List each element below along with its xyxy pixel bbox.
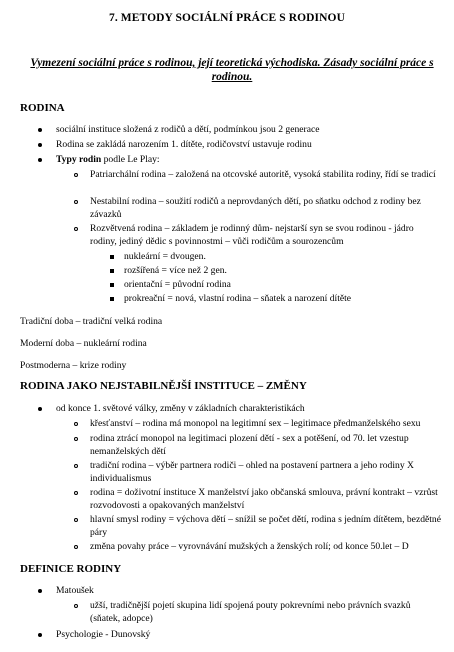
sub-list-item: změna povahy práce – vyrovnávání mužských a ženských rolí; od konce 50.let – D — [90, 541, 409, 552]
bullet-circle — [74, 459, 78, 472]
bullet-square — [110, 250, 114, 263]
bullet-dot — [38, 628, 42, 641]
bullet-dot — [38, 584, 42, 597]
sub-sub-list-item: orientační = původní rodina — [124, 279, 231, 290]
bullet-circle — [74, 486, 78, 499]
sub-list-item: rodina = doživotní instituce X manželství jako občanská smlouva, právní kontrakt – vzrůst rozvodovosti a opakovaných manželství — [90, 487, 438, 511]
types-label: Typy rodin — [56, 154, 102, 165]
page-subtitle: Vymezení sociální práce s rodinou, její teoretická východiska. Zásady sociální práce s rodinou. — [30, 57, 434, 83]
sub-list-item: Patriarchální rodina – založená na otcovské autoritě, vysoká stabilita rodiny, řídí se tradicí — [90, 169, 436, 180]
types-rest: podle Le Play: — [101, 154, 160, 165]
paragraph: Moderní doba – nukleární rodina — [20, 338, 147, 349]
sub-list-item: užší, tradičnější pojetí skupina lidí spojená pouty pokrevními nebo právních svazků (sňatek, adopce) — [90, 600, 411, 624]
sub-sub-list-item: rozšířená = více než 2 gen. — [124, 265, 227, 276]
bullet-circle — [74, 222, 78, 235]
list-item: Matoušek — [56, 585, 94, 596]
sub-list-item: Nestabilní rodina – soužití rodičů a neprovdaných dětí, po sňatku odchod z rodiny bez závazků — [90, 196, 421, 220]
list-item: od konce 1. světové války, změny v základních charakteristikách — [56, 403, 305, 414]
sub-list-item: křesťanství – rodina má monopol na legitimní sex – legitimace předmanželského sexu — [90, 418, 421, 429]
bullet-circle — [74, 513, 78, 526]
bullet-circle — [74, 168, 78, 181]
bullet-dot — [38, 402, 42, 415]
list-item: Psychologie - Dunovský — [56, 629, 151, 640]
sub-list-item: tradiční rodina – výběr partnera rodiči – ohled na postavení partnera a jeho rodiny X individualismus — [90, 460, 414, 484]
sub-sub-list-item: prokreační = nová, vlastní rodina – sňatek a narození dítěte — [124, 293, 352, 304]
bullet-square — [110, 278, 114, 291]
bullet-dot — [38, 123, 42, 136]
bullet-circle — [74, 432, 78, 445]
bullet-dot — [38, 153, 42, 166]
section-heading-changes: RODINA JAKO NEJSTABILNĚJŠÍ INSTITUCE – ZMĚNY — [20, 380, 307, 392]
bullet-circle — [74, 195, 78, 208]
paragraph: Postmoderna – krize rodiny — [20, 360, 127, 371]
bullet-circle — [74, 599, 78, 612]
sub-list-item: Rozvětvená rodina – základem je rodinný dům- nejstarší syn se svou rodinou - jádro rodiny, jediný dědic s povinnostmi – vůči rodičům a sourozencům — [90, 223, 414, 247]
section-heading-definition: DEFINICE RODINY — [20, 563, 122, 575]
bullet-circle — [74, 540, 78, 553]
list-item: Rodina se zakládá narozením 1. dítěte, rodičovství ustavuje rodinu — [56, 139, 312, 150]
bullet-circle — [74, 417, 78, 430]
list-item-types — [56, 153, 160, 166]
section-heading-rodina: RODINA — [20, 102, 65, 114]
sub-list-item: rodina ztrácí monopol na legitimaci plození dětí - sex a potěšení, od 70. let vzestup nemanželských dětí — [90, 433, 409, 457]
bullet-square — [110, 292, 114, 305]
list-item: sociální instituce složená z rodičů a dětí, podmínkou jsou 2 generace — [56, 124, 320, 135]
sub-list-item: hlavní smysl rodiny = výchova dětí – snížil se počet dětí, rodina s jedním dítětem, bezdětné páry — [90, 514, 441, 538]
sub-sub-list-item: nukleární = dvougen. — [124, 251, 206, 262]
bullet-dot — [38, 138, 42, 151]
paragraph: Tradiční doba – tradiční velká rodina — [20, 316, 163, 327]
bullet-square — [110, 264, 114, 277]
page-title: 7. METODY SOCIÁLNÍ PRÁCE S RODINOU — [109, 12, 345, 24]
